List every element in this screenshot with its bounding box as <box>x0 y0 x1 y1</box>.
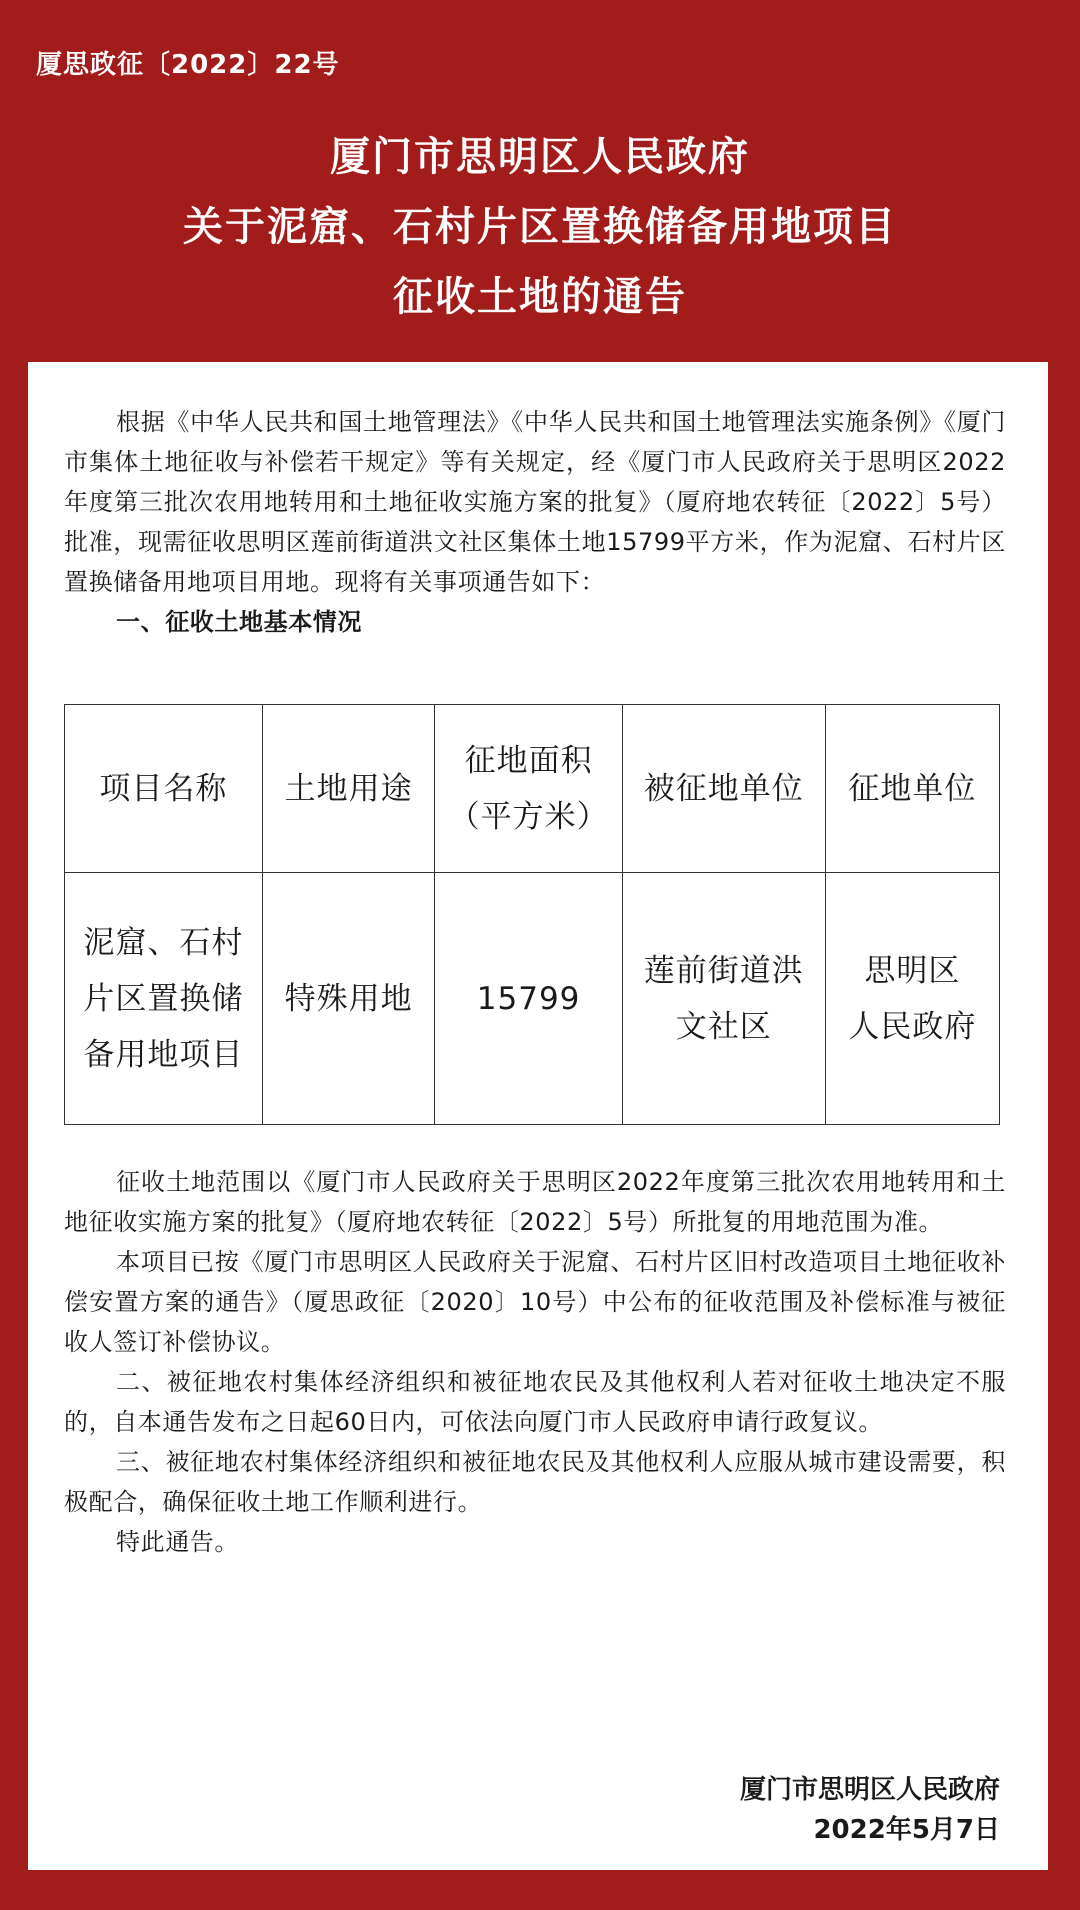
header-area <box>435 705 622 873</box>
header-area-line1: 征地面积 <box>464 742 593 779</box>
closing-paragraph: 特此通告。 <box>116 1528 239 1556</box>
header-project-name: 项目名称 <box>65 705 263 873</box>
section3-paragraph: 三、被征地农村集体经济组织和被征地农民及其他权利人应服从城市建设需要，积极配合，确保征收土地工作顺利进行。 <box>64 1448 1006 1516</box>
title-line-issuer: 厦门市思明区人民政府 <box>330 134 750 180</box>
header-expropriated-unit: 被征地单位 <box>622 705 825 873</box>
table-row <box>65 873 1000 1125</box>
issue-date: 2022年5月7日 <box>813 1815 1000 1845</box>
cell-area: 15799 <box>435 873 622 1125</box>
cell-expropriated-unit: 莲前街道洪 文社区 <box>622 873 825 1125</box>
compensation-paragraph: 本项目已按《厦门市思明区人民政府关于泥窟、石村片区旧村改造项目土地征收补偿安置方案的通告》（厦思政征〔2020〕10号）中公布的征收范围及补偿标准与被征收人签订补偿协议。 <box>64 1248 1006 1356</box>
header-area-line2: （平方米） <box>448 798 609 835</box>
intro-paragraph: 根据《中华人民共和国土地管理法》《中华人民共和国土地管理法实施条例》《厦门市集体土地征收与补偿若干规定》等有关规定，经《厦门市人民政府关于思明区2022年度第三批次农用地转用和土地征收实施方案的批复》（厦府地农转征〔2022〕5号）批准，现需征收思明区莲前街道洪文社区集体土地15799平方米，作为泥窟、石村片区置换储备用地项目用地。现将有关事项通告如下： <box>64 408 1006 596</box>
document-number: 厦思政征〔2022〕22号 <box>36 50 340 80</box>
scope-paragraph: 征收土地范围以《厦门市人民政府关于思明区2022年度第三批次农用地转用和土地征收实施方案的批复》（厦府地农转征〔2022〕5号）所批复的用地范围为准。 <box>64 1168 1006 1236</box>
intro-section <box>64 402 1006 642</box>
cell-land-use: 特殊用地 <box>262 873 435 1125</box>
cell-expropriating-unit: 思明区 人民政府 <box>825 873 999 1125</box>
header-expropriating-unit: 征地单位 <box>825 705 999 873</box>
title-line-notice: 征收土地的通告 <box>393 274 687 320</box>
issuer-name: 厦门市思明区人民政府 <box>739 1775 1000 1805</box>
notice-title <box>0 122 1080 332</box>
document-paper <box>28 362 1048 1870</box>
land-info-table <box>64 704 1000 1125</box>
header-land-use: 土地用途 <box>262 705 435 873</box>
body-section <box>64 1162 1006 1562</box>
section1-heading: 一、征收土地基本情况 <box>116 608 362 636</box>
table-header-row <box>65 705 1000 873</box>
section2-paragraph: 二、被征地农村集体经济组织和被征地农民及其他权利人若对征收土地决定不服的，自本通告发布之日起60日内，可依法向厦门市人民政府申请行政复议。 <box>64 1368 1006 1436</box>
signature-block <box>740 1770 1000 1850</box>
cell-project-name: 泥窟、石村 片区置换储 备用地项目 <box>65 873 263 1125</box>
title-line-subject: 关于泥窟、石村片区置换储备用地项目 <box>183 204 897 250</box>
